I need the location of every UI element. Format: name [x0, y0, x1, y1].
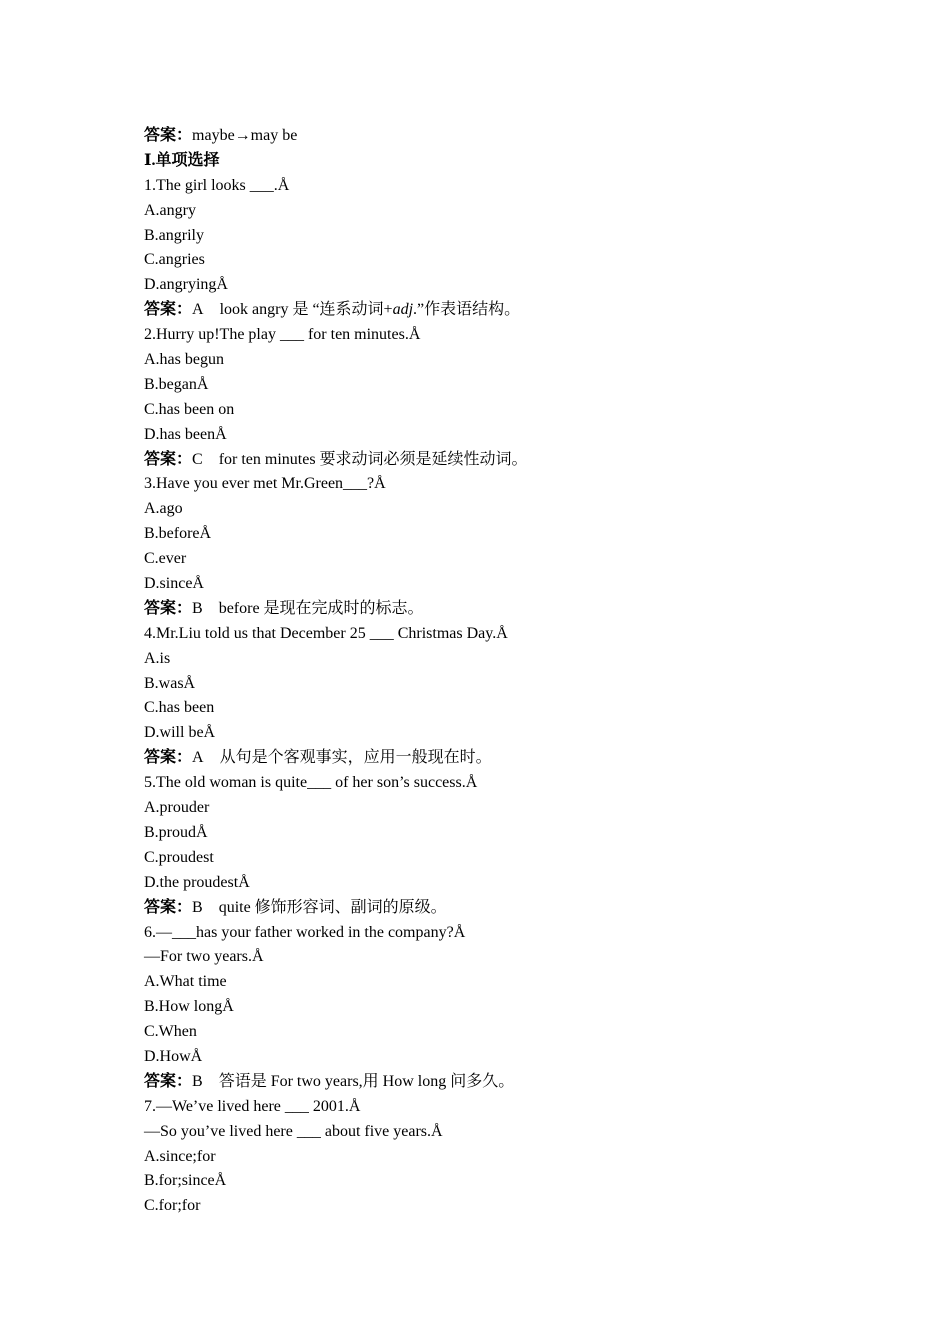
- option-a: A.is: [144, 649, 171, 667]
- answer-label: 答案：: [144, 1072, 193, 1090]
- answer-explanation: look angry 是 “连系动词+: [219, 301, 393, 319]
- answer-label: 答案：: [144, 450, 193, 468]
- question-stem: 2.Hurry up!The play ___ for ten minutes.Å: [144, 326, 421, 344]
- answer-label: 答案：: [144, 127, 193, 144]
- question-stem: 4.Mr.Liu told us that December 25 ___ Christmas Day.Å: [144, 624, 508, 642]
- answer-letter: B: [192, 898, 203, 916]
- option-b: B.for;sinceÅ: [144, 1172, 227, 1190]
- option-a: A.since;for: [144, 1147, 216, 1165]
- option-c: C.has been on: [144, 400, 235, 418]
- question-stem: 5.The old woman is quite___ of her son’s success.Å: [144, 774, 478, 792]
- answer-text: maybe→may be: [192, 127, 298, 144]
- question-stem-reply: —For two years.Å: [144, 948, 264, 966]
- question-2: [144, 323, 844, 472]
- option-a: A.has begun: [144, 351, 224, 369]
- option-b: B.proudÅ: [144, 823, 208, 841]
- question-4: [144, 622, 844, 771]
- answer-label: 答案：: [144, 301, 193, 319]
- question-5: [144, 771, 844, 920]
- answer-label: 答案：: [144, 898, 193, 916]
- answer-label: 答案：: [144, 749, 193, 767]
- question-7: [144, 1095, 844, 1219]
- question-1: [144, 174, 844, 323]
- option-d: D.has beenÅ: [144, 425, 227, 443]
- answer-line: [144, 448, 844, 473]
- top-answer-line: [144, 124, 844, 149]
- answer-explanation-end: .”作表语结构。: [413, 301, 521, 319]
- answer-explanation: quite 修饰形容词、副词的原级。: [218, 898, 447, 916]
- answer-explanation: for ten minutes 要求动词必须是延续性动词。: [218, 450, 528, 468]
- answer-label: 答案：: [144, 599, 193, 617]
- option-c: C.proudest: [144, 848, 214, 866]
- option-a: A.angry: [144, 201, 196, 219]
- answer-line: [144, 896, 844, 921]
- question-6: [144, 921, 844, 1095]
- option-b: B.angrily: [144, 226, 204, 244]
- question-stem: 7.—We’ve lived here ___ 2001.Å: [144, 1097, 361, 1115]
- option-b: B.wasÅ: [144, 674, 196, 692]
- option-d: D.sinceÅ: [144, 575, 204, 593]
- answer-letter: B: [192, 1072, 203, 1090]
- answer-letter: A: [192, 749, 204, 767]
- answer-line: [144, 1070, 844, 1095]
- question-3: [144, 472, 844, 621]
- answer-line: [144, 746, 844, 771]
- answer-letter: A: [192, 301, 204, 319]
- section-title: Ⅰ.单项选择: [144, 151, 220, 169]
- answer-line: [144, 298, 844, 323]
- option-c: C.angries: [144, 251, 205, 269]
- answer-explanation: 答语是 For two years,用 How long 问多久。: [218, 1072, 515, 1090]
- option-a: A.ago: [144, 500, 183, 518]
- option-d: D.the proudestÅ: [144, 873, 250, 891]
- question-stem-reply: —So you’ve lived here ___ about five years.Å: [144, 1122, 443, 1140]
- option-b: B.beganÅ: [144, 375, 209, 393]
- answer-explanation-italic: adj: [392, 301, 414, 319]
- answer-letter: C: [192, 450, 203, 468]
- answer-line: [144, 597, 844, 622]
- question-stem: 3.Have you ever met Mr.Green___?Å: [144, 475, 386, 493]
- option-c: C.When: [144, 1023, 197, 1041]
- document-page: [144, 124, 844, 1219]
- option-b: B.How longÅ: [144, 998, 234, 1016]
- option-a: A.What time: [144, 973, 227, 991]
- option-c: C.has been: [144, 699, 215, 717]
- question-stem: 6.—___has your father worked in the company?Å: [144, 923, 466, 941]
- option-c: C.ever: [144, 550, 187, 568]
- option-c: C.for;for: [144, 1197, 201, 1215]
- question-stem: 1.The girl looks ___.Å: [144, 176, 290, 194]
- option-d: D.HowÅ: [144, 1047, 203, 1065]
- option-b: B.beforeÅ: [144, 525, 212, 543]
- answer-explanation: before 是现在完成时的标志。: [218, 599, 424, 617]
- option-d: D.will beÅ: [144, 724, 216, 742]
- answer-letter: B: [192, 599, 203, 617]
- option-d: D.angryingÅ: [144, 276, 228, 294]
- option-a: A.prouder: [144, 799, 210, 817]
- answer-explanation: 从句是个客观事实，应用一般现在时。: [219, 749, 492, 767]
